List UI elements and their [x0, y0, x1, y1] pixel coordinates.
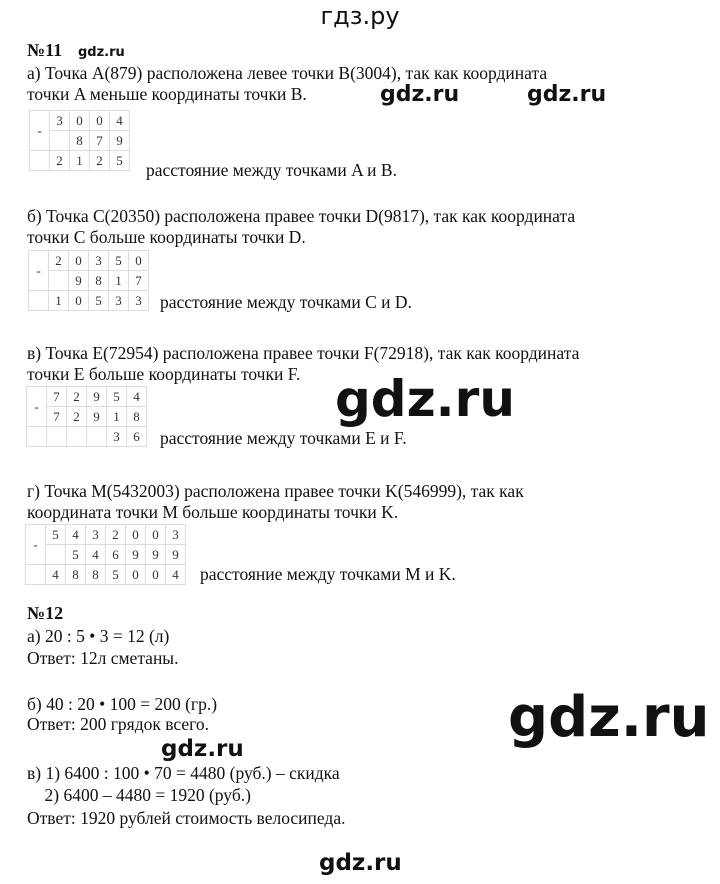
digit-cell	[30, 151, 50, 171]
watermark: gdz.ru	[335, 370, 515, 428]
watermark: gdz.ru	[319, 850, 402, 876]
digit-cell: 3	[86, 525, 106, 545]
digit-cell: 0	[126, 525, 146, 545]
digit-cell: 8	[89, 271, 109, 291]
digit-cell	[49, 271, 69, 291]
task-11b-note: расстояние между точками C и D.	[160, 292, 412, 312]
digit-cell: 0	[126, 565, 146, 585]
digit-cell: 7	[90, 131, 110, 151]
digit-cell: 9	[69, 271, 89, 291]
digit-cell	[26, 565, 46, 585]
task-12-title: №12	[27, 603, 64, 623]
task-11g-note: расстояние между точками M и K.	[200, 564, 456, 584]
digit-cell: 2	[49, 251, 69, 271]
digit-cell: 9	[110, 131, 130, 151]
digit-cell: 4	[166, 565, 186, 585]
watermark: gdz.ru	[161, 736, 244, 762]
minus-sign: -	[30, 111, 50, 151]
digit-cell: 7	[129, 271, 149, 291]
digit-cell: 9	[166, 545, 186, 565]
digit-cell: 4	[66, 525, 86, 545]
digit-cell: 9	[87, 387, 107, 407]
digit-cell: 2	[50, 151, 70, 171]
minus-sign: -	[27, 387, 47, 427]
digit-cell: 7	[47, 407, 67, 427]
task-12-line: Ответ: 12л сметаны.	[27, 648, 179, 668]
task-11a-note: расстояние между точками A и B.	[146, 160, 397, 180]
task-12-line: 2) 6400 – 4480 = 1920 (руб.)	[27, 785, 251, 805]
digit-cell: 6	[127, 427, 147, 447]
digit-cell: 0	[70, 111, 90, 131]
table-row	[30, 111, 130, 131]
digit-cell	[67, 427, 87, 447]
task-11b-line2: точки C больше координаты точки D.	[27, 227, 306, 247]
digit-cell: 5	[89, 291, 109, 311]
subtraction-table-b	[28, 250, 149, 311]
table-row	[26, 525, 186, 545]
minus-sign: -	[29, 251, 49, 291]
digit-cell: 5	[110, 151, 130, 171]
task-11b-line1: б) Точка C(20350) расположена правее точки D(9817), так как координата	[27, 206, 576, 226]
task-12-line: в) 1) 6400 : 100 • 70 = 4480 (руб.) – скидка	[27, 763, 340, 783]
subtraction-table-a	[29, 110, 130, 171]
digit-cell	[27, 427, 47, 447]
digit-cell: 2	[106, 525, 126, 545]
table-row	[26, 565, 186, 585]
table-row	[30, 151, 130, 171]
digit-cell: 7	[47, 387, 67, 407]
task-11g-line2: координата точки M больше координаты точки K.	[27, 502, 399, 522]
digit-cell: 1	[109, 271, 129, 291]
digit-cell: 6	[106, 545, 126, 565]
watermark: gdz.ru	[380, 82, 460, 107]
digit-cell: 5	[46, 525, 66, 545]
site-title: гдз.ру	[320, 2, 400, 30]
task-11v-line2: точки E больше координаты точки F.	[27, 364, 301, 384]
task-12-line: а) 20 : 5 • 3 = 12 (л)	[27, 626, 170, 646]
digit-cell: 4	[46, 565, 66, 585]
table-row	[27, 427, 147, 447]
table-row	[29, 291, 149, 311]
table-row	[29, 251, 149, 271]
digit-cell: 0	[129, 251, 149, 271]
digit-cell: 8	[70, 131, 90, 151]
task-12-line: Ответ: 1920 рублей стоимость велосипеда.	[27, 808, 346, 828]
task-11g-line1: г) Точка M(5432003) расположена правее точки K(546999), так как	[27, 481, 524, 501]
minus-sign: -	[26, 525, 46, 565]
digit-cell: 0	[69, 291, 89, 311]
subtraction-table-v	[26, 386, 147, 447]
task-11a-line1: а) Точка A(879) расположена левее точки B(3004), так как координата	[27, 63, 548, 83]
digit-cell: 1	[49, 291, 69, 311]
digit-cell: 8	[66, 565, 86, 585]
task-11v-line1: в) Точка E(72954) расположена правее точки F(72918), так как координата	[27, 343, 580, 363]
digit-cell: 3	[109, 291, 129, 311]
watermark: gdz.ru	[508, 685, 710, 750]
digit-cell: 2	[67, 407, 87, 427]
task-12-line: Ответ: 200 грядок всего.	[27, 714, 210, 734]
digit-cell: 3	[89, 251, 109, 271]
watermark: gdz.ru	[527, 82, 607, 107]
digit-cell: 2	[67, 387, 87, 407]
digit-cell: 2	[90, 151, 110, 171]
task-11v-note: расстояние между точками E и F.	[160, 428, 407, 448]
digit-cell: 1	[107, 407, 127, 427]
table-row	[26, 545, 186, 565]
digit-cell: 0	[90, 111, 110, 131]
digit-cell: 3	[166, 525, 186, 545]
digit-cell: 0	[146, 565, 166, 585]
task-11-title: №11	[27, 40, 63, 60]
digit-cell	[47, 427, 67, 447]
digit-cell: 4	[127, 387, 147, 407]
digit-cell: 3	[50, 111, 70, 131]
digit-cell: 3	[129, 291, 149, 311]
digit-cell: 9	[87, 407, 107, 427]
digit-cell: 5	[107, 387, 127, 407]
digit-cell: 5	[106, 565, 126, 585]
task-12-line: б) 40 : 20 • 100 = 200 (гр.)	[27, 694, 218, 714]
subtraction-table-g	[25, 524, 186, 585]
digit-cell: 1	[70, 151, 90, 171]
digit-cell: 4	[110, 111, 130, 131]
task-11a-line2: точки A меньше координаты точки B.	[27, 84, 307, 104]
table-row	[27, 387, 147, 407]
digit-cell	[87, 427, 107, 447]
digit-cell: 5	[109, 251, 129, 271]
digit-cell: 4	[86, 545, 106, 565]
digit-cell	[29, 291, 49, 311]
watermark: gdz.ru	[78, 45, 125, 60]
digit-cell: 0	[69, 251, 89, 271]
digit-cell: 9	[146, 545, 166, 565]
digit-cell: 5	[66, 545, 86, 565]
digit-cell: 0	[146, 525, 166, 545]
digit-cell: 8	[127, 407, 147, 427]
digit-cell: 8	[86, 565, 106, 585]
digit-cell: 9	[126, 545, 146, 565]
digit-cell: 3	[107, 427, 127, 447]
digit-cell	[50, 131, 70, 151]
digit-cell	[46, 545, 66, 565]
